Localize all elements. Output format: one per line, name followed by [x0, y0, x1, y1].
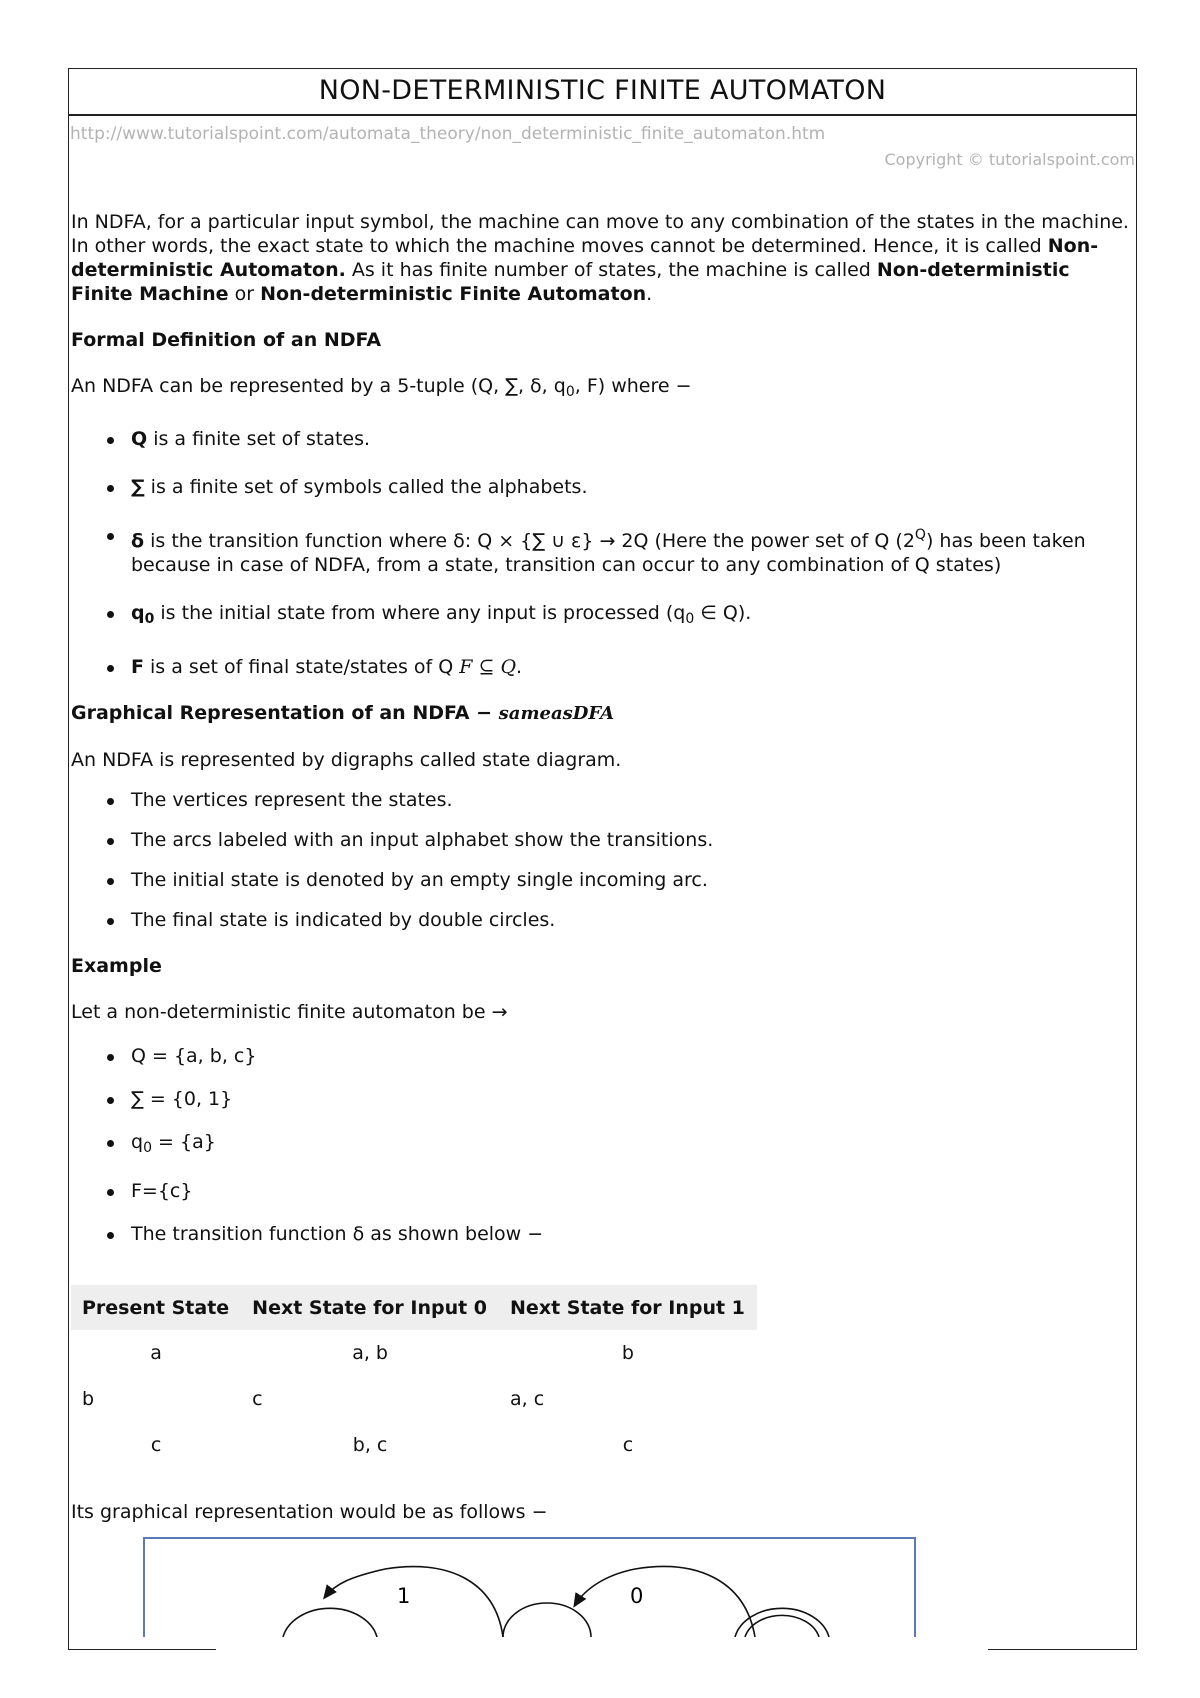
- column-header: Next State for Input 0: [252, 1296, 488, 1319]
- list-item: $q_0 = \{a\}$: [131, 1130, 1136, 1160]
- list-item: $q_0$ is the initial state from where any input is processed ($q_0$ ∈ Q).: [131, 601, 1136, 631]
- list-item: The vertices represent the states.: [131, 788, 1136, 812]
- graphical-representation-heading: Graphical Representation of an NDFA − sameasDFA: [71, 702, 615, 724]
- source-url: http://www.tutorialspoint.com/automata_theory/non_deterministic_finite_automaton.htm: [70, 124, 826, 144]
- table-cell: a, b: [352, 1342, 388, 1364]
- article-body: [69, 210, 1136, 1524]
- final-state-outer-partial: [735, 1608, 829, 1637]
- example-lead: Let a non-deterministic finite automaton be →: [71, 1001, 508, 1023]
- state-circle-partial: [503, 1603, 591, 1637]
- final-state-inner-partial: [745, 1615, 819, 1637]
- transition-table: [71, 1285, 757, 1468]
- list-item: The transition function δ as shown below −: [131, 1222, 1136, 1246]
- list-item: The final state is indicated by double circles.: [131, 908, 1136, 932]
- example-list: [71, 1044, 1136, 1246]
- list-item: F is a set of final state/states of Q F ⊆ Q.: [131, 655, 1136, 679]
- list-item: ∑ = {0, 1}: [131, 1087, 1136, 1111]
- graphical-representation-lead: An NDFA is represented by digraphs called state diagram.: [71, 749, 622, 771]
- table-cell: b: [621, 1342, 634, 1364]
- table-cell: c: [622, 1434, 634, 1456]
- intro-paragraph: In NDFA, for a particular input symbol, the machine can move to any combination of the states in the machine. In other words, the exact state to which the machine moves cannot be determined. Hence, it is called Non-deterministic Automaton. As it has finite number of states, the machine is called Non-deterministic Finite Machine or Non-deterministic Finite Automaton.: [71, 211, 1129, 305]
- table-cell: a: [150, 1342, 162, 1364]
- table-row: [71, 1376, 757, 1422]
- page-title: NON-DETERMINISTIC FINITE AUTOMATON: [69, 69, 1136, 116]
- table-cell: b, c: [352, 1434, 388, 1456]
- table-row: [71, 1422, 757, 1468]
- formal-definition-list: [71, 427, 1136, 679]
- table-row: [71, 1330, 757, 1376]
- table-cell: c: [252, 1388, 263, 1410]
- copyright-notice: Copyright © tutorialspoint.com: [884, 150, 1135, 169]
- list-item: ∑ is a finite set of symbols called the alphabets.: [131, 475, 1136, 499]
- state-diagram: [143, 1537, 916, 1637]
- list-item: The arcs labeled with an input alphabet show the transitions.: [131, 828, 1136, 852]
- column-header: Present State: [82, 1296, 230, 1319]
- state-circle-partial: [283, 1608, 377, 1637]
- table-header-row: [71, 1285, 757, 1330]
- state-diagram-svg: [145, 1539, 914, 1637]
- page-frame: [68, 68, 1137, 1650]
- graphical-representation-note: Its graphical representation would be as follows −: [71, 1501, 548, 1523]
- table-cell: a, c: [510, 1388, 545, 1410]
- list-item: δ is the transition function where δ: Q × {∑ ∪ ε} → 2Q (Here the power set of Q $(2^Q)$ has been taken because in case of NDFA, from a state, transition can occur to any combination of Q states): [131, 523, 1136, 577]
- transition-label: 0: [630, 1584, 644, 1608]
- graphical-representation-list: [71, 788, 1136, 932]
- table-cell: c: [150, 1434, 162, 1456]
- list-item: Q is a finite set of states.: [131, 427, 1136, 451]
- list-item: Q = {a, b, c}: [131, 1044, 1136, 1068]
- column-header: Next State for Input 1: [510, 1296, 745, 1319]
- frame-bottom-rule: [988, 1649, 1137, 1650]
- table-cell: b: [82, 1388, 95, 1410]
- list-item: F={c}: [131, 1179, 1136, 1203]
- frame-bottom-rule: [68, 1649, 216, 1650]
- transition-label: 1: [397, 1584, 411, 1608]
- formal-definition-heading: Formal Definition of an NDFA: [71, 329, 382, 351]
- formal-definition-lead: An NDFA can be represented by a 5-tuple (Q, ∑, δ, $q_0$, F) where −: [71, 375, 692, 400]
- transition-arc: [325, 1567, 503, 1637]
- transition-arc: [575, 1567, 755, 1637]
- example-heading: Example: [71, 955, 162, 977]
- list-item: The initial state is denoted by an empty single incoming arc.: [131, 868, 1136, 892]
